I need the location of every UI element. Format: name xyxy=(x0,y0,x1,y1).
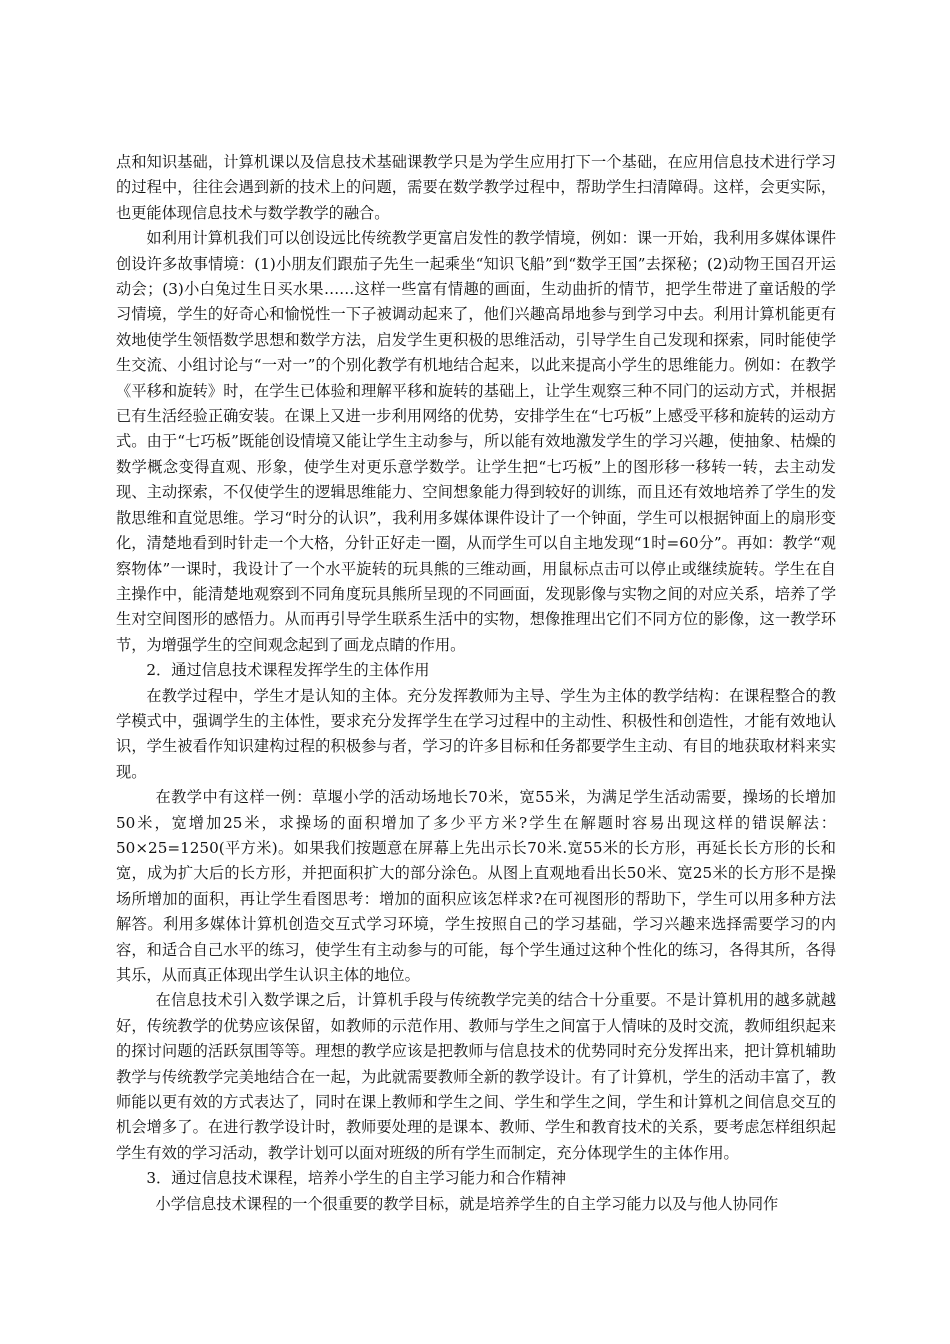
paragraph-computer-teaching-situations: 如利用计算机我们可以创设远比传统教学更富启发性的教学情境，例如：课一开始，我利用多媒体课件创设许多故事情境：(1)小朋友们跟茄子先生一起乘坐“知识飞船”到“数学王国”去探秘；(2)动物王国召开运动会；(3)小白兔过生日买水果……这样一些富有情趣的画面，生动曲折的情节，把学生带进了童话般的学习情境，学生的好奇心和愉悦性一下子被调动起来了，他们兴趣高昂地参与到学习中去。利用计算机能更有效地使学生领悟数学思想和数学方法，启发学生更积极的思维活动，引导学生自己发现和探索，同时能使学生交流、小组讨论与“一对一”的个别化教学有机地结合起来，以此来提高小学生的思维能力。例如：在教学《平移和旋转》时，在学生已体验和理解平移和旋转的基础上，让学生观察三种不同门的运动方式，并根据已有生活经验正确安装。在课上又进一步利用网络的优势，安排学生在“七巧板”上感受平移和旋转的运动方式。由于“七巧板”既能创设情境又能让学生主动参与，所以能有效地激发学生的学习兴趣，使抽象、枯燥的数学概念变得直观、形象，使学生对更乐意学数学。让学生把“七巧板”上的图形移一移转一转，去主动发现、主动探索，不仅使学生的逻辑思维能力、空间想象能力得到较好的训练，而且还有效地培养了学生的发散思维和直觉思维。学习“时分的认识”，我利用多媒体课件设计了一个钟面，学生可以根据钟面上的扇形变化，清楚地看到时针走一个大格，分针正好走一圈，从而学生可以自主地发现“1时=60分”。再如：教学“观察物体”一课时，我设计了一个水平旋转的玩具熊的三维动画，用鼠标点击可以停止或继续旋转。学生在自主操作中，能清楚地观察到不同角度玩具熊所呈现的不同画面，发现影像与实物之间的对应关系，培养了学生对空间图形的感悟力。从而再引导学生联系生活中的实物，想像推理出它们不同方位的影像，这一教学环节，为增强学生的空间观念起到了画龙点睛的作用。 xyxy=(116,229,836,654)
paragraph-student-subject: 在教学过程中，学生才是认知的主体。充分发挥教师为主导、学生为主体的教学结构：在课程整合的教学模式中，强调学生的主体性，要求充分发挥学生在学习过程中的主动性、积极性和创造性，才能有效地认识，学生被看作知识建构过程的积极参与者，学习的许多目标和任务都要学生主动、有目的地获取材料来实现。 xyxy=(116,686,836,781)
section-heading-3: 3．通过信息技术课程，培养小学生的自主学习能力和合作精神 xyxy=(146,1169,567,1188)
paragraph-playground-example: 在教学中有这样一例：草堰小学的活动场地长70米，宽55米，为满足学生活动需要，操场的长增加50米，宽增加25米，求操场的面积增加了多少平方米?学生在解题时容易出现这样的错误解法：50×25=1250(平方米)。如果我们按题意在屏幕上先出示长70米.宽55米的长方形，再延长长方形的长和宽，成为扩大后的长方形，并把面积扩大的部分涂色。从图上直观地看出长50米、宽25米的长方形不是操场所增加的面积，再让学生看图思考：增加的面积应该怎样求?在可视图形的帮助下，学生可以用多种方法解答。利用多媒体计算机创造交互式学习环境，学生按照自己的学习基础，学习兴趣来选择需要学习的内容，和适合自己水平的练习，使学生有主动参与的可能，每个学生通过这种个性化的练习，各得其所，各得其乐，从而真正体现出学生认识主体的地位。 xyxy=(116,788,836,984)
paragraph-continuation: 点和知识基础，计算机课以及信息技术基础课教学只是为学生应用打下一个基础，在应用信息技术进行学习的过程中，往往会遇到新的技术上的问题，需要在数学教学过程中，帮助学生扫清障碍。这样，会更实际，也更能体现信息技术与数学教学的融合。 xyxy=(116,153,836,222)
document-body xyxy=(116,150,836,1217)
section-heading-2: 2．通过信息技术课程发挥学生的主体作用 xyxy=(146,661,430,680)
paragraph-combine-traditional-teaching: 在信息技术引入数学课之后，计算机手段与传统教学完美的结合十分重要。不是计算机用的越多就越好，传统教学的优势应该保留，如教师的示范作用、教师与学生之间富于人情味的及时交流，教师组织起来的探讨问题的活跃氛围等等。理想的教学应该是把教师与信息技术的优势同时充分发挥出来，把计算机辅助教学与传统教学完美地结合在一起，为此就需要教师全新的教学设计。有了计算机，学生的活动丰富了，教师能以更有效的方式表达了，同时在课上教师和学生之间、学生和学生之间，学生和计算机之间信息交互的机会增多了。在进行教学设计时，教师要处理的是课本、教师、学生和教育技术的关系，要考虑怎样组织起学生有效的学习活动，教学计划可以面对班级的所有学生而制定，充分体现学生的主体作用。 xyxy=(116,991,836,1162)
paragraph-self-learning: 小学信息技术课程的一个很重要的教学目标，就是培养学生的自主学习能力以及与他人协同作 xyxy=(155,1194,779,1213)
